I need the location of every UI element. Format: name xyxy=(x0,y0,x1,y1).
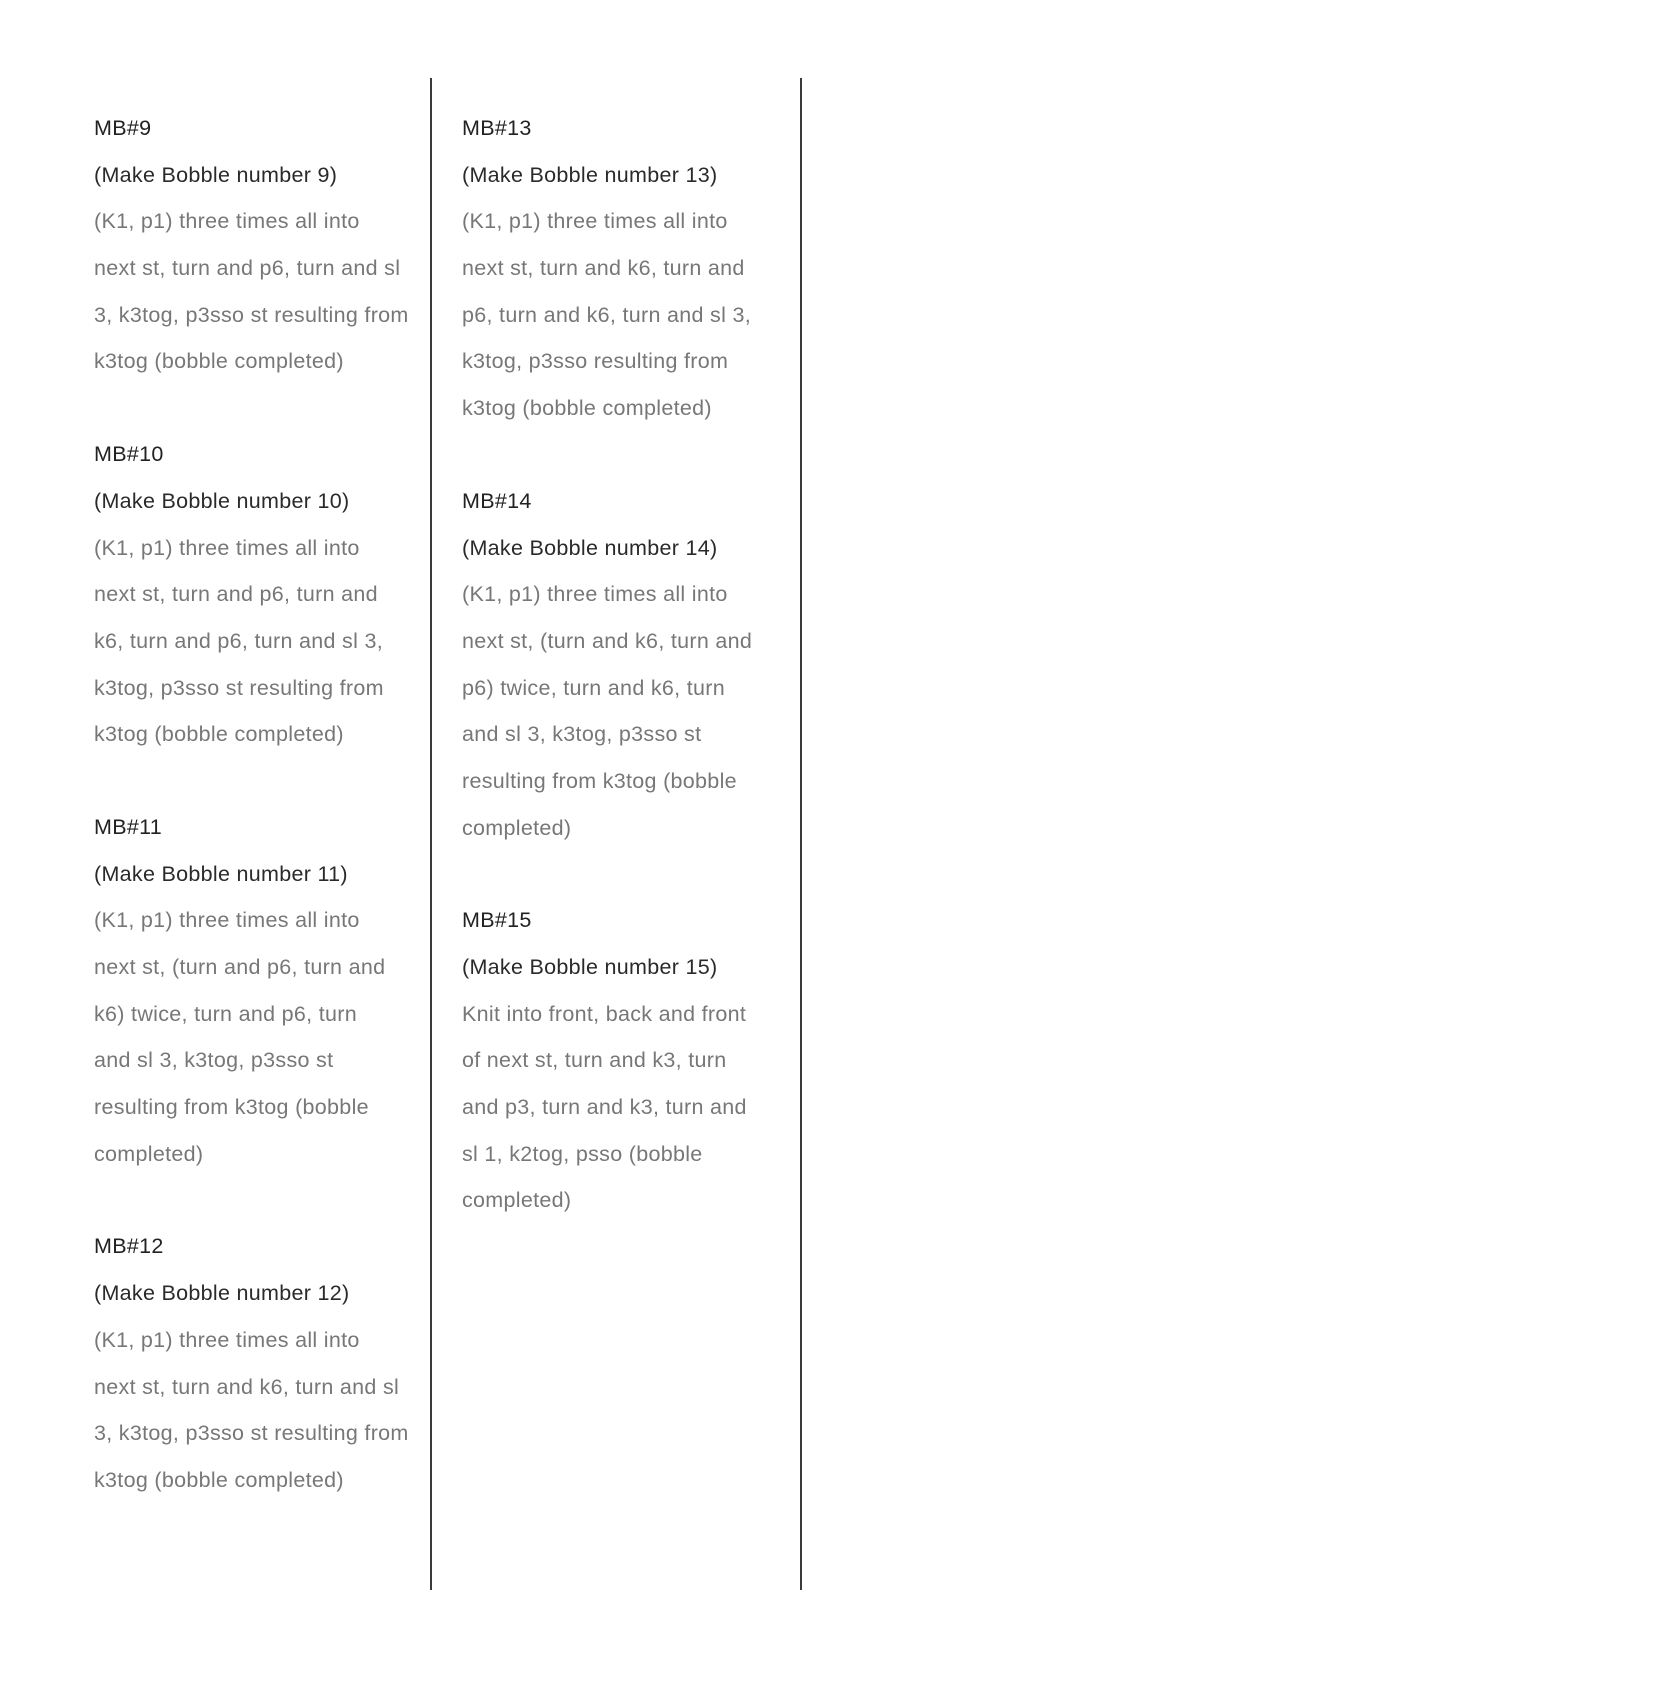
instruction-line: k3tog, p3sso st resulting from xyxy=(94,675,384,700)
instruction-line: k3tog (bobble completed) xyxy=(94,1467,344,1492)
bobble-entry xyxy=(462,105,792,432)
instruction-line: resulting from k3tog (bobble xyxy=(94,1095,369,1120)
bobble-subtitle: (Make Bobble number 14) xyxy=(462,535,718,560)
instruction-line: k3tog (bobble completed) xyxy=(94,349,344,374)
bobble-subtitle: (Make Bobble number 11) xyxy=(94,861,348,886)
bobble-code: MB#13 xyxy=(462,116,532,140)
bobble-code: MB#15 xyxy=(462,908,532,933)
instruction-line: p6) twice, turn and k6, turn xyxy=(462,675,725,700)
instruction-line: Knit into front, back and front xyxy=(462,1001,747,1026)
instruction-line: 3, k3tog, p3sso st resulting from xyxy=(94,302,409,327)
instruction-line: k3tog (bobble completed) xyxy=(462,396,712,421)
instruction-line: completed) xyxy=(94,1141,204,1166)
instruction-line: 3, k3tog, p3sso st resulting from xyxy=(94,1421,409,1446)
bobble-code: MB#14 xyxy=(462,488,532,513)
bobble-entry xyxy=(462,478,792,852)
instruction-line: (K1, p1) three times all into xyxy=(94,535,360,560)
instruction-line: (K1, p1) three times all into xyxy=(462,209,728,234)
bobble-entry xyxy=(94,1223,424,1503)
instruction-line: next st, turn and k6, turn and sl xyxy=(94,1374,400,1399)
instruction-line: and p3, turn and k3, turn and xyxy=(462,1095,747,1120)
instruction-line: next st, (turn and p6, turn and xyxy=(94,955,386,979)
instruction-line: and sl 3, k3tog, p3sso st xyxy=(94,1048,334,1073)
instruction-line: (K1, p1) three times all into xyxy=(94,1327,360,1352)
instruction-line: next st, (turn and k6, turn and xyxy=(462,628,753,653)
bobble-subtitle: (Make Bobble number 12) xyxy=(94,1281,350,1306)
instruction-line: (K1, p1) three times all into xyxy=(462,582,728,607)
instruction-line: k6, turn and p6, turn and sl 3, xyxy=(94,628,383,653)
bobble-subtitle: (Make Bobble number 15) xyxy=(462,955,718,979)
bobble-code: MB#10 xyxy=(94,442,164,467)
left-column xyxy=(94,105,424,1550)
bobble-entry xyxy=(94,105,424,385)
instruction-line: p6, turn and k6, turn and sl 3, xyxy=(462,302,751,327)
instruction-line: k6) twice, turn and p6, turn xyxy=(94,1001,357,1026)
instruction-line: (K1, p1) three times all into xyxy=(94,908,360,933)
middle-column xyxy=(462,105,792,1270)
bobble-entry xyxy=(94,431,424,758)
instruction-line: resulting from k3tog (bobble xyxy=(462,768,737,793)
bobble-subtitle: (Make Bobble number 9) xyxy=(94,162,338,187)
instruction-line: (K1, p1) three times all into xyxy=(94,209,360,234)
instruction-line: of next st, turn and k3, turn xyxy=(462,1048,727,1073)
instruction-line: sl 1, k2tog, psso (bobble xyxy=(462,1141,703,1166)
instruction-line: completed) xyxy=(462,1188,572,1213)
bobble-code: MB#12 xyxy=(94,1234,164,1259)
instruction-line: next st, turn and k6, turn and xyxy=(462,256,745,281)
column-divider-left xyxy=(430,78,432,1590)
bobble-code: MB#11 xyxy=(94,814,163,839)
column-divider-right xyxy=(800,78,802,1590)
instruction-line: k3tog (bobble completed) xyxy=(94,722,344,747)
instruction-line: next st, turn and p6, turn and xyxy=(94,582,378,607)
instruction-line: completed) xyxy=(462,815,572,840)
bobble-subtitle: (Make Bobble number 10) xyxy=(94,488,350,513)
instruction-line: k3tog, p3sso resulting from xyxy=(462,349,729,374)
bobble-code: MB#9 xyxy=(94,116,152,140)
instruction-line: and sl 3, k3tog, p3sso st xyxy=(462,722,702,747)
bobble-subtitle: (Make Bobble number 13) xyxy=(462,162,718,187)
bobble-entry xyxy=(462,897,792,1224)
instruction-line: next st, turn and p6, turn and sl xyxy=(94,256,401,281)
bobble-entry xyxy=(94,804,424,1178)
